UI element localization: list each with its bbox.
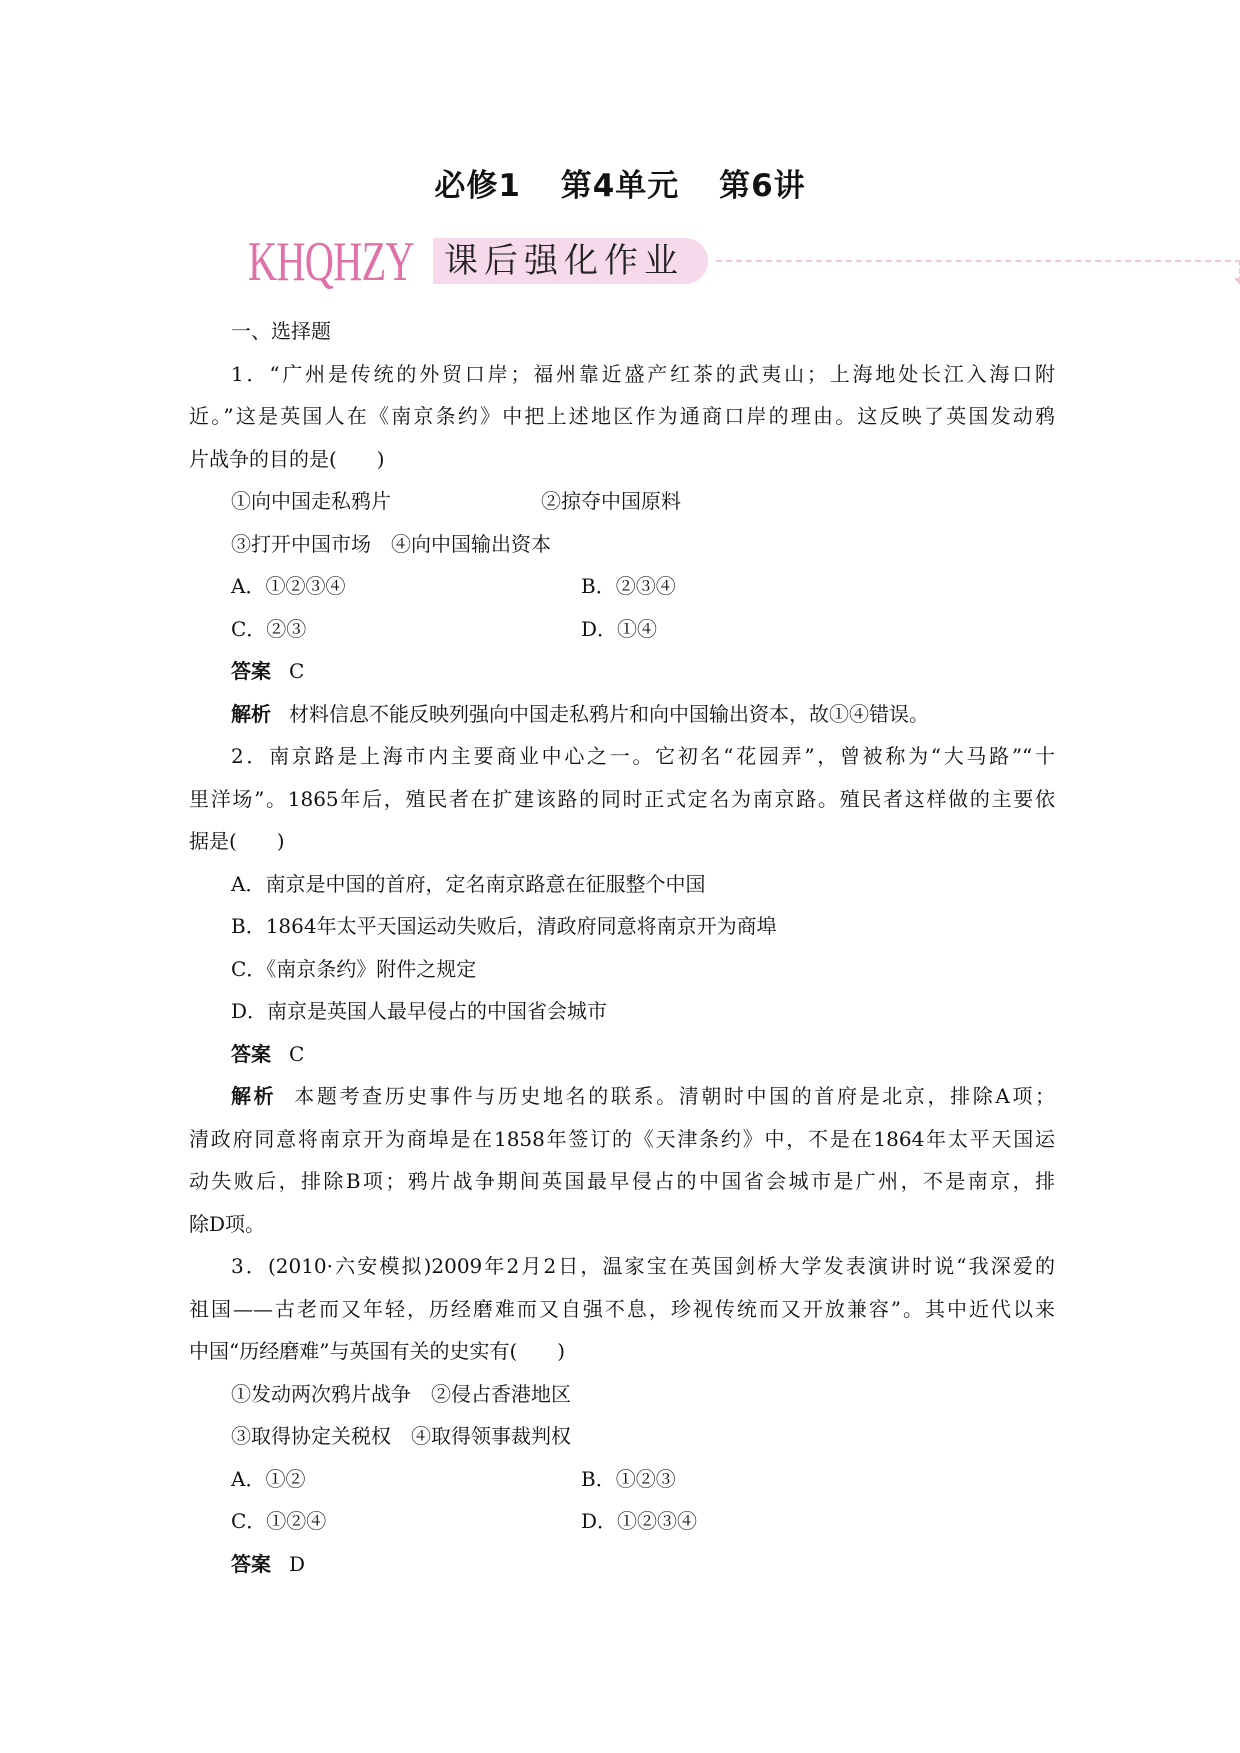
answer-line — [189, 1543, 1055, 1586]
answer-value: C — [289, 659, 305, 683]
analysis-line — [189, 1075, 1055, 1118]
title-lecture: 第6讲 — [719, 168, 806, 204]
document-body — [189, 310, 1055, 1585]
analysis-label: 解析 — [231, 701, 271, 726]
question-2 — [189, 735, 1055, 1245]
analysis-label: 解析 — [231, 1084, 277, 1108]
item-row — [189, 1415, 1055, 1458]
banner-logo: KHQHZY — [248, 231, 414, 293]
option-b: B．②③④ — [581, 574, 676, 598]
analysis-line: 清政府同意将南京开为商埠是在1858年签订的《天津条约》中，不是在1864年太平天国运 — [189, 1126, 1055, 1151]
banner-text: 课后强化作业 — [444, 241, 684, 281]
question-stem-line: 中国“历经磨难”与英国有关的史实有( ) — [189, 1339, 566, 1363]
analysis-text: 本题考查历史事件与历史地名的联系。清朝时中国的首府是北京，排除A项； — [294, 1084, 1055, 1108]
item-row — [189, 1373, 1055, 1416]
question-stem-line: 近。”这是英国人在《南京条约》中把上述地区作为通商口岸的理由。这反映了英国发动鸦 — [189, 404, 1055, 428]
option-a: A．①②③④ — [231, 574, 346, 598]
item: ③打开中国市场 — [231, 531, 371, 556]
option-a: A．①② — [231, 1466, 306, 1491]
answer-value: D — [289, 1551, 306, 1576]
item: ①向中国走私鸦片 — [231, 489, 391, 513]
answer-label: 答案 — [231, 659, 271, 683]
option-row — [189, 1458, 1055, 1501]
title-unit: 第4单元 — [560, 168, 680, 204]
analysis-line: 动失败后，排除B项；鸦片战争期间英国最早侵占的中国省会城市是广州，不是南京，排 — [189, 1169, 1055, 1193]
item-row — [189, 523, 1055, 566]
question-3 — [189, 1245, 1055, 1585]
option-c: C．①②④ — [231, 1509, 327, 1533]
question-1 — [189, 353, 1055, 736]
answer-line — [189, 650, 1055, 693]
question-stem-line: 片战争的目的是( ) — [189, 446, 385, 471]
item: ③取得协定关税权 — [231, 1424, 391, 1448]
analysis-line — [189, 693, 1055, 736]
analysis-line: 除D项。 — [189, 1211, 266, 1236]
option-c: C．《南京条约》附件之规定 — [231, 956, 477, 981]
option-row — [189, 565, 1055, 608]
title-module: 必修1 — [434, 168, 521, 204]
question-stem-line: 3．(2010·六安模拟)2009年2月2日，温家宝在英国剑桥大学发表演讲时说“我深爱的 — [231, 1254, 1055, 1278]
option-row — [189, 1500, 1055, 1543]
item: ①发动两次鸦片战争 — [231, 1381, 411, 1406]
answer-line — [189, 1033, 1055, 1076]
option-c: C．②③ — [231, 616, 307, 641]
answer-label: 答案 — [231, 1041, 271, 1066]
item: ④取得领事裁判权 — [411, 1424, 571, 1448]
item: ④向中国输出资本 — [391, 531, 551, 556]
dashed-divider — [716, 260, 1240, 262]
arrow-down-icon — [1234, 278, 1240, 285]
option-row — [189, 608, 1055, 651]
homework-banner — [248, 232, 998, 292]
question-stem-line: 里洋场”。1865年后，殖民者在扩建该路的同时正式定名为南京路。殖民者这样做的主要依 — [189, 786, 1055, 811]
answer-value: C — [289, 1041, 305, 1066]
page-title — [0, 160, 1240, 205]
item: ②侵占香港地区 — [431, 1381, 571, 1406]
option-d: D．①④ — [581, 616, 658, 641]
item-row — [189, 480, 1055, 523]
analysis-text: 材料信息不能反映列强向中国走私鸦片和向中国输出资本，故①④错误。 — [289, 701, 929, 726]
option-a: A．南京是中国的首府，定名南京路意在征服整个中国 — [231, 871, 706, 896]
item: ②掠夺中国原料 — [541, 489, 681, 513]
question-stem-line: 2．南京路是上海市内主要商业中心之一。它初名“花园弄”，曾被称为“大马路”“十 — [231, 744, 1055, 768]
answer-label: 答案 — [231, 1551, 271, 1576]
option-b: B．1864年太平天国运动失败后，清政府同意将南京开为商埠 — [231, 914, 777, 938]
option-d: D．南京是英国人最早侵占的中国省会城市 — [231, 999, 608, 1023]
question-stem-line: 1．“广州是传统的外贸口岸；福州靠近盛产红茶的武夷山；上海地处长江入海口附 — [231, 361, 1055, 386]
option-b: B．①②③ — [581, 1466, 676, 1491]
question-stem-line: 祖国——古老而又年轻，历经磨难而又自强不息，珍视传统而又开放兼容”。其中近代以来 — [189, 1296, 1055, 1321]
question-stem-line: 据是( ) — [189, 829, 285, 853]
section-title: 一、选择题 — [231, 319, 331, 343]
option-d: D．①②③④ — [581, 1509, 698, 1533]
